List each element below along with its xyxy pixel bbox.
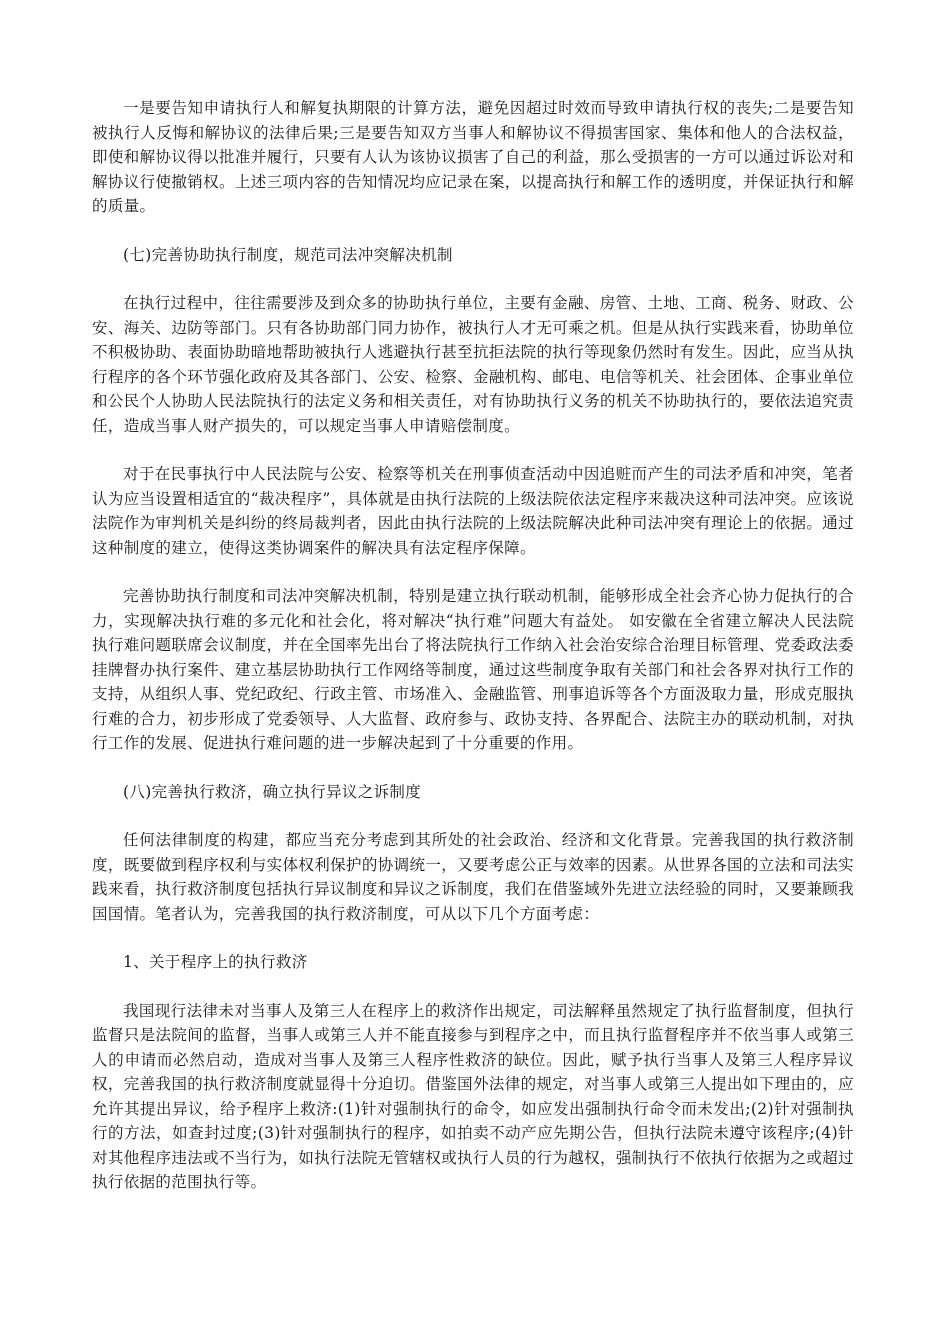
paragraph-judicial-conflict: 对于在民事执行中人民法院与公安、检察等机关在刑事侦查活动中因追赃而产生的司法矛盾和冲突，笔者认为应当设置相适宜的“裁决程序”，具体就是由执行法院的上级法院依法定程序来裁决这种司法冲突。应该说法院作为审判机关是纠纷的终局裁判者，因此由执行法院的上级法院解决此种司法冲突有理论上的依据。通过这种制度的建立，使得这类协调案件的解决具有法定程序保障。 [92, 465, 854, 557]
subsection-heading-1: 1、关于程序上的执行救济 [123, 953, 308, 971]
paragraph-remedy-system: 任何法律制度的构建，都应当充分考虑到其所处的社会政治、经济和文化背景。完善我国的执行救济制度，既要做到程序权利与实体权利保护的协调统一，又要考虑公正与效率的因素。从世界各国的立法和司法实践来看，执行救济制度包括执行异议制度和异议之诉制度，我们在借鉴域外先进立法经验的同时，又要兼顾我国国情。笔者认为，完善我国的执行救济制度，可从以下几个方面考虑： [92, 831, 854, 923]
section-heading-8: (八)完善执行救济，确立执行异议之诉制度 [123, 782, 422, 801]
document-body [92, 96, 854, 1219]
paragraph-assist-units: 在执行过程中，往往需要涉及到众多的协助执行单位，主要有金融、房管、土地、工商、税务、财政、公安、海关、边防等部门。只有各协助部门同力协作，被执行人才无可乘之机。但是从执行实践来看，协助单位不积极协助、表面协助暗地帮助被执行人逃避执行甚至抗拒法院的执行等现象仍然时有发生。因此，应当从执行程序的各个环节强化政府及其各部门、公安、检察、金融机构、邮电、电信等机关、社会团体、企事业单位和公民个人协助人民法院执行的法定义务和相关责任，对有协助执行义务的机关不协助执行的，要依法追究责任，造成当事人财产损失的，可以规定当事人申请赔偿制度。 [92, 294, 854, 435]
paragraph-settlement-notice: 一是要告知申请执行人和解复执期限的计算方法，避免因超过时效而导致申请执行权的丧失;二是要告知被执行人反悔和解协议的法律后果;三是要告知双方当事人和解协议不得损害国家、集体和他人的合法权益，即使和解协议得以批准并履行，只要有人认为该协议损害了自己的利益，那么受损害的一方可以通过诉讼对和解协议行使撤销权。上述三项内容的告知情况均应记录在案，以提高执行和解工作的透明度，并保证执行和解的质量。 [92, 99, 854, 215]
paragraph-procedural-remedy: 我国现行法律未对当事人及第三人在程序上的救济作出规定，司法解释虽然规定了执行监督制度，但执行监督只是法院间的监督，当事人或第三人并不能直接参与到程序之中，而且执行监督程序并不依当事人或第三人的申请而必然启动，造成对当事人及第三人程序性救济的缺位。因此，赋予执行当事人及第三人程序异议权，完善我国的执行救济制度就显得十分迫切。借鉴国外法律的规定，对当事人或第三人提出如下理由的，应允许其提出异议，给予程序上救济:(1)针对强制执行的命令，如应发出强制执行命令而未发出;(2)针对强制执行的方法，如查封过度;(3)针对强制执行的程序，如拍卖不动产应先期公告，但执行法院未遵守该程序;(4)针对其他程序违法或不当行为，如执行法院无管辖权或执行人员的行为越权，强制执行不依执行依据为之或超过执行依据的范围执行等。 [92, 1001, 854, 1191]
paragraph-linkage-mechanism: 完善协助执行制度和司法冲突解决机制，特别是建立执行联动机制，能够形成全社会齐心协力促执行的合力，实现解决执行难的多元化和社会化，将对解决“执行难”问题大有益处。 如安徽在全省建立解决人民法院执行难问题联席会议制度，并在全国率先出台了将法院执行工作纳入社会治安综合治理目标管理、党委政法委挂牌督办执行案件、建立基层协助执行工作网络等制度，通过这些制度争取有关部门和社会各界对执行工作的支持，从组织人事、党纪政纪、行政主管、市场准入、金融监管、刑事追诉等各个方面汲取力量，形成克服执行难的合力，初步形成了党委领导、人大监督、政府参与、政协支持、各界配合、法院主办的联动机制，对执行工作的发展、促进执行难问题的进一步解决起到了十分重要的作用。 [92, 587, 854, 752]
section-heading-7: (七)完善协助执行制度，规范司法冲突解决机制 [123, 245, 453, 264]
